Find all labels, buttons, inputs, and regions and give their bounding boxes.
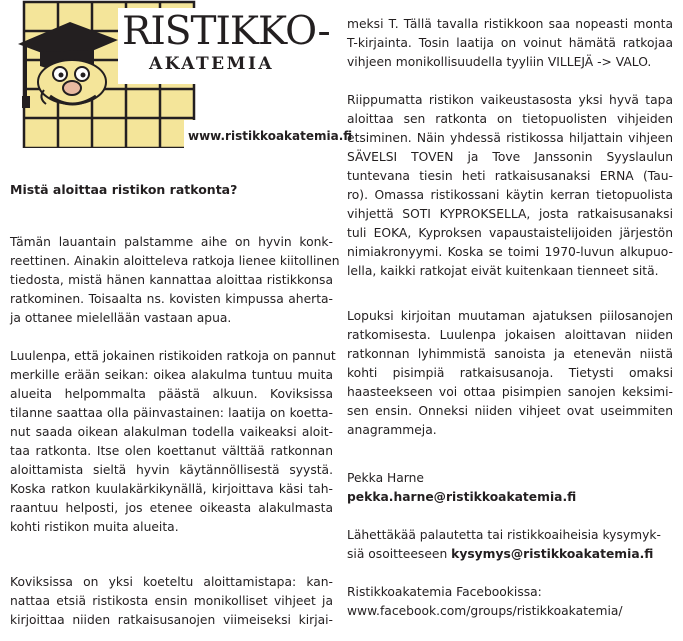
paragraph-hidden-words (347, 307, 673, 440)
text-line: ratkomisesta. Luulenpa jokaisen aloittavan niiden (347, 328, 673, 342)
text-line: Koviksissa on yksi koeteltu aloittamistapa: kan- (10, 575, 333, 589)
text-line: tuli EOKA, Kyproksen vapaustaistelijoiden järjestön (347, 226, 673, 240)
text-line: anagrammeja. (347, 423, 437, 437)
ristikkoakatemia-logo (10, 0, 353, 148)
text-line: Koska ratkon kuulakärkikynällä, kirjoittava käsi tah- (10, 482, 333, 496)
author-email-link[interactable]: pekka.harne@ristikkoakatemia.fi (347, 490, 577, 504)
text-line: aloittamista sieltä hyvin käytännöllisestä syystä. (10, 463, 333, 477)
text-line: ja ottanee mielellään vastaan apua. (10, 311, 232, 325)
text-line: kohti pisimpiä ratkaisusanoja. Tietysti omaksi (347, 366, 673, 380)
text-line: reettinen. Ainakin aloitteleva ratkoja lienee kiitollinen (10, 254, 340, 268)
text-line: vihjeen monikollisuudella tyyliin VILLEJÄ -> VALO. (347, 55, 652, 69)
text-line: kirjoittaa niiden ratkaisusanojen viimeiseksi kirjai- (10, 613, 333, 627)
text-line: tiedosta, mistä hänen kannattaa aloittaa ristikkonsa (10, 273, 333, 287)
feedback-email-link[interactable]: kysymys@ristikkoakatemia.fi (451, 547, 654, 561)
text-line: Riippumatta ristikon vaikeustasosta yksi hyvä tapa (347, 93, 673, 107)
text-line: kohti ristikon muita alueita. (10, 520, 179, 534)
facebook-url-link[interactable]: www.facebook.com/groups/ristikkoakatemia/ (347, 604, 623, 618)
text-line: tilanne saattaa olla päinvastainen: laatija on koetta- (10, 406, 333, 420)
professor-face-icon (38, 60, 106, 104)
text-line: tuntevana tiesin heti ratkaisusanaksi ERNA (Tau- (347, 169, 673, 183)
feedback-prefix: siä osoitteeseen (347, 547, 452, 561)
article-heading: Mistä aloittaa ristikon ratkonta? (10, 182, 238, 197)
text-line: Lopuksi kirjoitan muutaman ajatuksen piilosanojen (347, 309, 673, 323)
feedback-text-line2 (347, 545, 673, 564)
text-line: ratkonnan lyhimmistä sanoista ja etenevän niistä (347, 347, 673, 361)
author-block (347, 469, 673, 507)
text-line: Tämän lauantain palstamme aihe on hyvin konk- (10, 235, 333, 249)
text-line: ratkominen. Toisaalta ns. kovisten kimpussa aherta- (10, 292, 333, 306)
feedback-text: Lähettäkää palautetta tai ristikkoaiheisia kysymyk- (347, 528, 661, 542)
paragraph-continuation (347, 15, 673, 72)
text-line: T-kirjainta. Tosin laatija on voinut hämätä ratkojaa (347, 36, 673, 50)
text-line: merkille erään seikan: oikea alakulma tuntuu muita (10, 368, 333, 382)
text-line: haasteekseen voi ottaa pisimpien sanojen keksimi- (347, 385, 673, 399)
text-line: nimiakronyymi. Koska se toimi 1970-luvun alkupuo- (347, 245, 673, 259)
paragraph-koviksissa (10, 573, 333, 630)
logo-wordmark-bottom: AKATEMIA (149, 54, 275, 74)
text-line: alueita helpommalta päästä alkuun. Koviksissa (10, 387, 333, 401)
text-line: meksi T. Tällä tavalla ristikkoon saa nopeasti monta (347, 17, 673, 31)
text-line: nattaa etsiä ristikosta ensin monikolliset vihjeet ja (10, 594, 333, 608)
text-line: Luulenpa, että jokainen ristikoiden ratkoja on pannut (10, 349, 336, 363)
feedback-block (347, 526, 673, 564)
text-line: raantuu helposti, jos etenee oikeasta alakulmasta (10, 501, 333, 515)
text-line: etsiminen. Näin yhdessä ristikossa hiljattain vihjeen (347, 131, 673, 145)
paragraph-lower-right-corner (10, 347, 336, 537)
paragraph-intro (10, 233, 340, 328)
author-name: Pekka Harne (347, 471, 424, 485)
text-line: nut saada oikean alakulman todella vaikeaksi aloit- (10, 425, 333, 439)
facebook-block (347, 583, 673, 621)
paragraph-factual-clues (347, 91, 673, 281)
text-line: vihjettä SOTI KYPROKSELLA, josta ratkaisusanaksi (347, 207, 673, 221)
text-line: aloittaa sen ratkonta on tietopuolisten vihjeiden (347, 112, 673, 126)
text-line: SÄVELSI TOVEN ja Tove Janssonin Syyslaulun (347, 150, 673, 164)
site-url[interactable]: www.ristikkoakatemia.fi (188, 129, 353, 143)
facebook-label: Ristikkoakatemia Facebookissa: (347, 585, 542, 599)
logo-wordmark-top: RISTIKKO- (122, 9, 330, 54)
text-line: lella, kaikki ratkojat eivät kuitenkaan tienneet sitä. (347, 264, 659, 278)
text-line: ro). Omassa ristikossani käytin kerran tietopuolista (347, 188, 673, 202)
text-line: taa ratkonta. Itse olen koettanut välttää ratkonnan (10, 444, 333, 458)
text-line: sen ensin. Onneksi niiden vihjeet ovat useimmiten (347, 404, 673, 418)
